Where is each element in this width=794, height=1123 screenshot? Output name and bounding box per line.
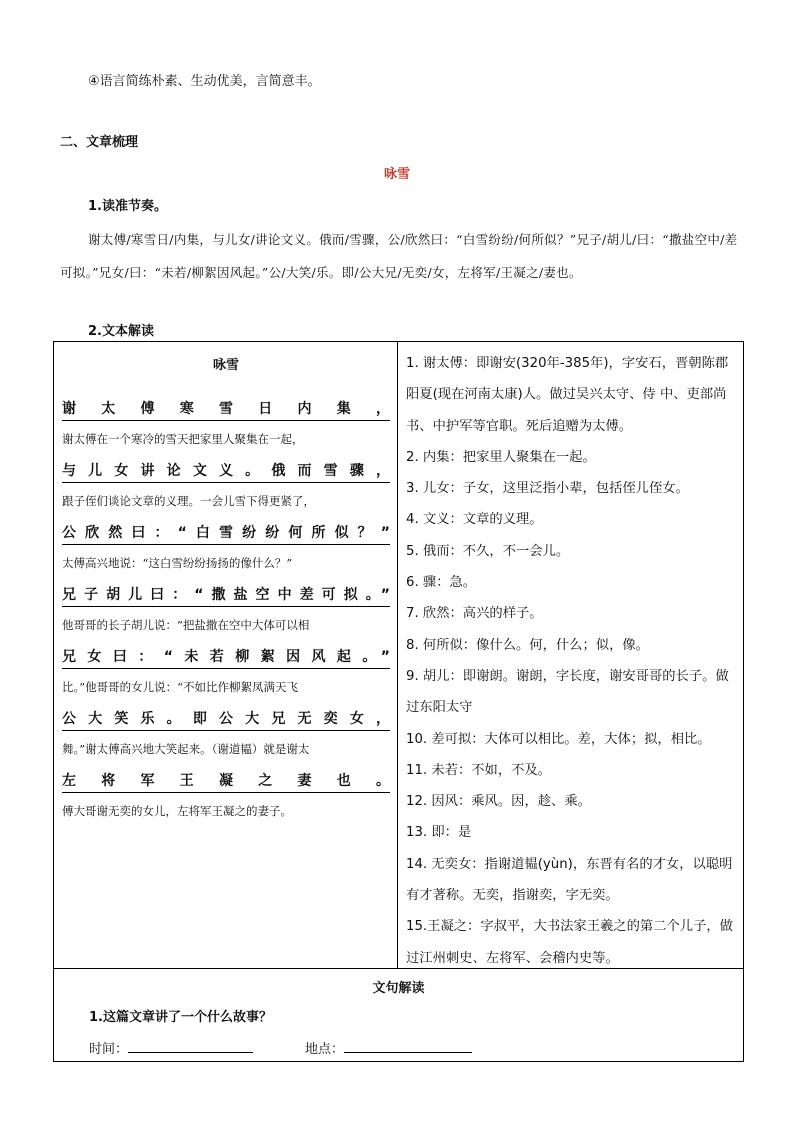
note-item: 2. 内集：把家里人聚集在一起。 xyxy=(406,449,596,465)
translation-line: 比。”他哥哥的女儿说：“不如比作柳絮凤满天飞 xyxy=(62,680,299,694)
note-item: 10. 差可拟：大体可以相比。差，大体；拟，相比。 xyxy=(406,731,711,747)
place-blank-field[interactable] xyxy=(344,1038,472,1053)
subheading-interpretation: 2.文本解读 xyxy=(88,324,154,339)
time-label: 时间： xyxy=(89,1042,129,1057)
note-item: 14. 无奕女：指谢道韫(yùn)，东晋有名的才女，以聪明有才著称。无奕，指谢奕，字无奕。 xyxy=(406,856,733,904)
interpretation-table xyxy=(53,341,744,1062)
time-blank-field[interactable] xyxy=(128,1038,253,1053)
note-item: 13. 即：是 xyxy=(406,825,472,841)
note-item: 15.王凝之：字叔平，大书法家王羲之的第二个儿子，做过江州刺史、左将军、会稽内史等。 xyxy=(406,919,733,966)
notes-cell xyxy=(398,342,743,968)
original-line: 左将军王凝之妻也。 xyxy=(62,770,390,793)
original-line: 公大笑乐。即公大兄无奕女， xyxy=(62,708,390,731)
original-text-cell xyxy=(54,342,398,968)
poem-title: 咏雪 xyxy=(383,167,410,182)
place-row xyxy=(305,1038,472,1057)
notes-list xyxy=(406,348,740,974)
translation-line: 太傅高兴地说：“这白雪纷纷扬扬的像什么？” xyxy=(62,556,293,570)
bottom-title: 文句解读 xyxy=(372,981,425,996)
note-item: 3. 儿女：子女，这里泛指小辈，包括侄儿侄女。 xyxy=(406,481,689,497)
original-line: 兄女曰：“未若柳絮因风起。” xyxy=(62,646,390,669)
original-line: 公欣然曰：“白雪纷纷何所似？” xyxy=(62,522,390,545)
original-line: 谢太傅寒雪日内集， xyxy=(62,398,390,421)
sentence-interpretation-cell xyxy=(54,968,743,1062)
note-item: 12. 因风：乘风。因，趁、乘。 xyxy=(406,794,591,810)
cell-title: 咏雪 xyxy=(212,358,239,373)
note-item: 6. 骤：急。 xyxy=(406,575,477,591)
translation-line: 跟子侄们谈论文章的义理。一会儿雪下得更紧了， xyxy=(62,494,315,508)
translation-line: 傅大哥谢无奕的女儿，左将军王凝之的妻子。 xyxy=(62,804,292,818)
original-line: 兄子胡儿曰：“撒盐空中差可拟。” xyxy=(62,584,390,607)
translation-line: 他哥哥的长子胡儿说：“把盐撒在空中大体可以相 xyxy=(62,618,310,632)
note-item: 7. 欣然：高兴的样子。 xyxy=(406,606,543,622)
note-item: 8. 何所似：像什么。何，什么；似，像。 xyxy=(406,637,649,653)
reading-passage: 谢太傅/寒雪日/内集，与儿女/讲论文义。俄而/雪骤，公/欣然曰：“白雪纷纷/何所似？”兄子/胡儿/曰：“撒盐空中/差可拟。”兄女/曰：“未若/柳絮因风起。”公/大笑/乐。即/公大兄/无奕/女，左将军/王凝之/妻也。 xyxy=(60,232,738,280)
note-item: 4. 文义：文章的义理。 xyxy=(406,512,543,528)
translation-line: 谢太傅在一个寒冷的雪天把家里人聚集在一起， xyxy=(62,432,304,446)
note-item: 11. 未若：不如，不及。 xyxy=(406,762,552,778)
original-line: 与儿女讲论文义。俄而雪骤， xyxy=(62,460,390,483)
note-item: 9. 胡儿：即谢朗。谢朗，字长度，谢安哥哥的长子。做过东阳太守 xyxy=(406,668,729,716)
time-row xyxy=(89,1038,253,1057)
question-1: 1.这篇文章讲了一个什么故事？ xyxy=(89,1010,272,1025)
translation-line: 舞。”谢太傅高兴地大笑起来。（谢道韫）就是谢太 xyxy=(62,742,310,756)
intro-line: ④语言简练朴素、生动优美，言简意丰。 xyxy=(88,74,321,89)
section-heading: 二、文章梳理 xyxy=(60,135,139,150)
note-item: 5. 俄而：不久，不一会儿。 xyxy=(406,543,570,559)
subheading-rhythm: 1.读准节奏。 xyxy=(88,199,167,214)
note-item: 1. 谢太傅：即谢安(320年-385年)，字安石，晋朝陈郡阳夏(现在河南太康)人。做过吴兴太守、侍 中、吏部尚书、中护军等官职。死后追赠为太傅。 xyxy=(406,356,729,434)
place-label: 地点： xyxy=(305,1042,345,1057)
